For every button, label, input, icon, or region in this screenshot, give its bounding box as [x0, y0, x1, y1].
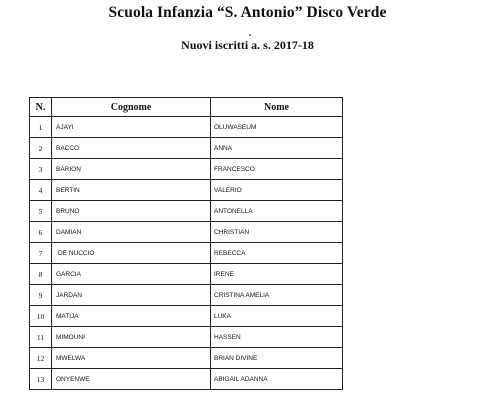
row-surname: BACCO: [52, 138, 211, 159]
row-number: 6: [30, 222, 52, 243]
table-row: [30, 264, 343, 285]
enrollment-table: [29, 97, 343, 390]
table-header-row: [30, 98, 343, 117]
table-row: [30, 243, 343, 264]
row-name: IRENE: [211, 264, 343, 285]
row-surname: BERTIN: [52, 180, 211, 201]
row-name: ANTONELLA: [211, 201, 343, 222]
row-number: 3: [30, 159, 52, 180]
row-name: OLUWASEUM: [211, 117, 343, 138]
row-name: ABIGAIL ADANNA: [211, 369, 343, 390]
table-row: [30, 222, 343, 243]
table-row: [30, 180, 343, 201]
row-name: BRIAN DIVINE: [211, 348, 343, 369]
table-row: [30, 159, 343, 180]
row-number: 1: [30, 117, 52, 138]
row-number: 9: [30, 285, 52, 306]
column-header-name: Nome: [211, 98, 343, 117]
row-surname: AJAYI: [52, 117, 211, 138]
table-row: [30, 369, 343, 390]
row-number: 2: [30, 138, 52, 159]
row-surname: JARDAN: [52, 285, 211, 306]
row-surname: MIMOUNI: [52, 327, 211, 348]
scan-speck: [249, 34, 251, 36]
table-row: [30, 285, 343, 306]
page-subtitle: Nuovi iscritti a. s. 2017-18: [181, 38, 314, 52]
table-row: [30, 306, 343, 327]
row-surname: MWELWA: [52, 348, 211, 369]
row-name: REBECCA: [211, 243, 343, 264]
row-number: 10: [30, 306, 52, 327]
row-number: 12: [30, 348, 52, 369]
row-name: HASSEN: [211, 327, 343, 348]
column-header-number: N.: [30, 98, 52, 117]
row-name: CHRISTIAN: [211, 222, 343, 243]
row-number: 7: [30, 243, 52, 264]
row-surname: MATIJA: [52, 306, 211, 327]
table-row: [30, 348, 343, 369]
table-row: [30, 201, 343, 222]
row-surname: BRUNO: [52, 201, 211, 222]
column-header-surname: Cognome: [52, 98, 211, 117]
row-number: 4: [30, 180, 52, 201]
table-row: [30, 117, 343, 138]
row-number: 13: [30, 369, 52, 390]
row-surname: ONYENWE: [52, 369, 211, 390]
row-surname: BARION: [52, 159, 211, 180]
row-number: 5: [30, 201, 52, 222]
row-name: CRISTINA AMELIA: [211, 285, 343, 306]
row-surname: DAMIAN: [52, 222, 211, 243]
row-number: 11: [30, 327, 52, 348]
row-surname: DE NUCCIO: [52, 243, 211, 264]
table-row: [30, 327, 343, 348]
row-number: 8: [30, 264, 52, 285]
page-title: Scuola Infanzia “S. Antonio” Disco Verde: [108, 4, 387, 21]
row-name: LUKA: [211, 306, 343, 327]
row-name: VALERIO: [211, 180, 343, 201]
row-name: FRANCESCO: [211, 159, 343, 180]
table-row: [30, 138, 343, 159]
row-name: ANNA: [211, 138, 343, 159]
row-surname: GARCIA: [52, 264, 211, 285]
